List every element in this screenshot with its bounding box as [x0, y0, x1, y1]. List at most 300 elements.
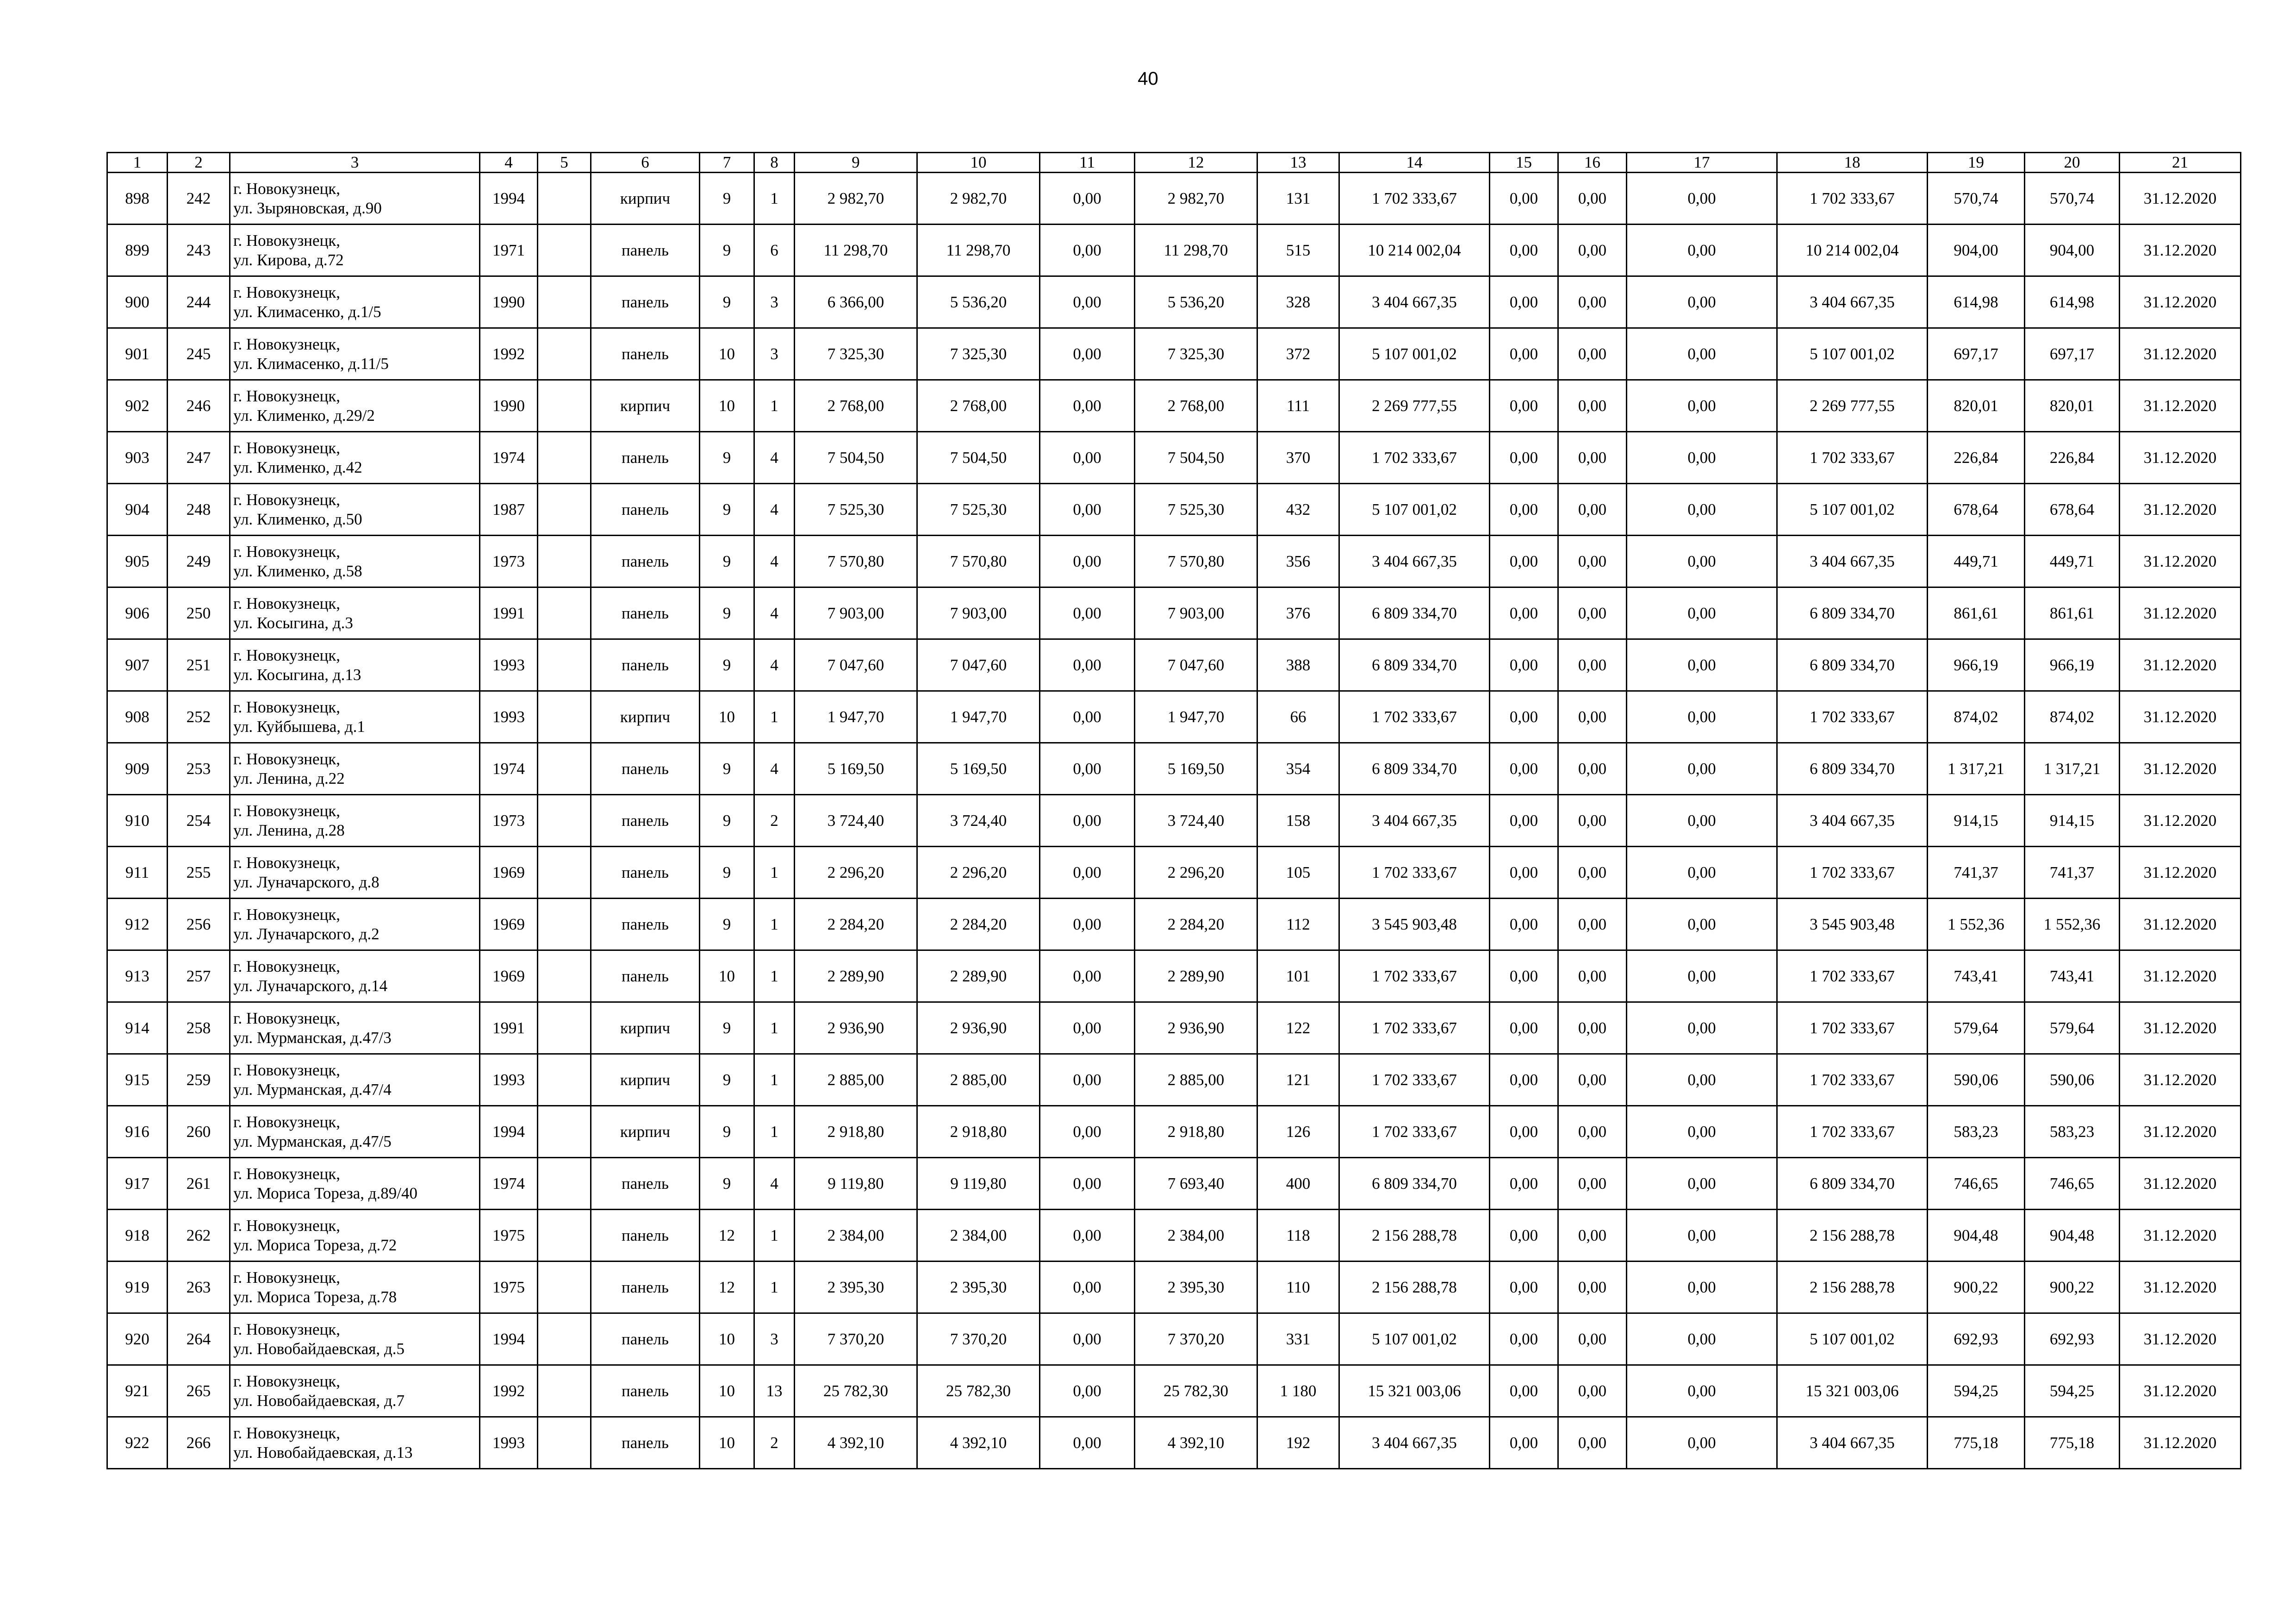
column-header-6: 6: [591, 153, 700, 173]
cell-col-18: 1 702 333,67: [1777, 1002, 1928, 1054]
cell-col-16: 0,00: [1558, 1210, 1627, 1262]
cell-col-21: 31.12.2020: [2120, 380, 2241, 432]
cell-col-6: панель: [591, 328, 700, 380]
column-header-21: 21: [2120, 153, 2241, 173]
cell-col-7: 9: [700, 639, 754, 691]
cell-col-16: 0,00: [1558, 484, 1627, 536]
cell-col-8: 1: [754, 1002, 795, 1054]
cell-col-18: 2 269 777,55: [1777, 380, 1928, 432]
cell-col-4: 1969: [480, 950, 538, 1002]
address-street: ул. Ленина, д.22: [233, 769, 345, 787]
table-row: [107, 536, 2241, 587]
cell-col-13: 432: [1257, 484, 1339, 536]
cell-col-4: 1974: [480, 432, 538, 484]
cell-col-16: 0,00: [1558, 1417, 1627, 1469]
cell-col-19: 741,37: [1928, 847, 2025, 899]
cell-col-7: 9: [700, 1002, 754, 1054]
cell-col-13: 118: [1257, 1210, 1339, 1262]
cell-col-1: 898: [107, 173, 168, 225]
cell-col-4: 1994: [480, 173, 538, 225]
cell-col-8: 4: [754, 432, 795, 484]
address-cell: [230, 328, 480, 380]
cell-col-6: панель: [591, 639, 700, 691]
cell-col-4: 1969: [480, 847, 538, 899]
address-city: г. Новокузнецк,: [233, 1164, 341, 1183]
table-row: [107, 1054, 2241, 1106]
cell-col-14: 1 702 333,67: [1339, 950, 1490, 1002]
cell-col-21: 31.12.2020: [2120, 432, 2241, 484]
cell-col-5: [538, 380, 591, 432]
cell-col-21: 31.12.2020: [2120, 484, 2241, 536]
cell-col-9: 2 885,00: [795, 1054, 917, 1106]
cell-col-11: 0,00: [1040, 484, 1135, 536]
cell-col-18: 2 156 288,78: [1777, 1262, 1928, 1313]
cell-col-16: 0,00: [1558, 691, 1627, 743]
cell-col-19: 678,64: [1928, 484, 2025, 536]
cell-col-17: 0,00: [1627, 484, 1777, 536]
cell-col-10: 2 395,30: [917, 1262, 1040, 1313]
cell-col-10: 1 947,70: [917, 691, 1040, 743]
cell-col-13: 111: [1257, 380, 1339, 432]
cell-col-8: 4: [754, 639, 795, 691]
cell-col-19: 874,02: [1928, 691, 2025, 743]
cell-col-10: 7 370,20: [917, 1313, 1040, 1365]
cell-col-20: 914,15: [2025, 795, 2120, 847]
cell-col-2: 259: [168, 1054, 230, 1106]
cell-col-10: 4 392,10: [917, 1417, 1040, 1469]
address-cell: [230, 1313, 480, 1365]
cell-col-4: 1990: [480, 380, 538, 432]
cell-col-19: 904,00: [1928, 225, 2025, 276]
cell-col-18: 1 702 333,67: [1777, 173, 1928, 225]
column-header-1: 1: [107, 153, 168, 173]
cell-col-15: 0,00: [1490, 1106, 1558, 1158]
cell-col-14: 5 107 001,02: [1339, 484, 1490, 536]
cell-col-18: 6 809 334,70: [1777, 587, 1928, 639]
cell-col-19: 697,17: [1928, 328, 2025, 380]
address-city: г. Новокузнецк,: [233, 957, 341, 975]
cell-col-1: 919: [107, 1262, 168, 1313]
cell-col-19: 226,84: [1928, 432, 2025, 484]
cell-col-12: 7 370,20: [1135, 1313, 1257, 1365]
cell-col-10: 5 536,20: [917, 276, 1040, 328]
cell-col-5: [538, 950, 591, 1002]
cell-col-13: 131: [1257, 173, 1339, 225]
cell-col-1: 915: [107, 1054, 168, 1106]
cell-col-1: 918: [107, 1210, 168, 1262]
cell-col-18: 10 214 002,04: [1777, 225, 1928, 276]
cell-col-21: 31.12.2020: [2120, 847, 2241, 899]
address-cell: [230, 950, 480, 1002]
table-row: [107, 587, 2241, 639]
cell-col-21: 31.12.2020: [2120, 1417, 2241, 1469]
cell-col-13: 112: [1257, 899, 1339, 950]
cell-col-12: 7 903,00: [1135, 587, 1257, 639]
cell-col-13: 331: [1257, 1313, 1339, 1365]
cell-col-17: 0,00: [1627, 639, 1777, 691]
cell-col-6: панель: [591, 1262, 700, 1313]
cell-col-6: панель: [591, 536, 700, 587]
cell-col-7: 12: [700, 1210, 754, 1262]
cell-col-14: 3 404 667,35: [1339, 276, 1490, 328]
table-row: [107, 639, 2241, 691]
cell-col-6: панель: [591, 1210, 700, 1262]
cell-col-18: 1 702 333,67: [1777, 691, 1928, 743]
cell-col-5: [538, 639, 591, 691]
address-cell: [230, 1262, 480, 1313]
cell-col-4: 1993: [480, 1417, 538, 1469]
cell-col-11: 0,00: [1040, 328, 1135, 380]
cell-col-1: 908: [107, 691, 168, 743]
cell-col-13: 400: [1257, 1158, 1339, 1210]
cell-col-5: [538, 587, 591, 639]
cell-col-19: 861,61: [1928, 587, 2025, 639]
cell-col-12: 7 504,50: [1135, 432, 1257, 484]
cell-col-6: кирпич: [591, 380, 700, 432]
cell-col-10: 2 885,00: [917, 1054, 1040, 1106]
cell-col-15: 0,00: [1490, 380, 1558, 432]
column-number-row: [107, 153, 2241, 173]
cell-col-16: 0,00: [1558, 847, 1627, 899]
cell-col-11: 0,00: [1040, 225, 1135, 276]
cell-col-2: 246: [168, 380, 230, 432]
cell-col-12: 5 536,20: [1135, 276, 1257, 328]
cell-col-21: 31.12.2020: [2120, 1365, 2241, 1417]
cell-col-5: [538, 536, 591, 587]
address-city: г. Новокузнецк,: [233, 905, 341, 924]
table-row: [107, 328, 2241, 380]
address-cell: [230, 1002, 480, 1054]
cell-col-21: 31.12.2020: [2120, 899, 2241, 950]
cell-col-2: 265: [168, 1365, 230, 1417]
cell-col-14: 1 702 333,67: [1339, 1054, 1490, 1106]
address-city: г. Новокузнецк,: [233, 231, 341, 250]
cell-col-17: 0,00: [1627, 173, 1777, 225]
cell-col-2: 262: [168, 1210, 230, 1262]
cell-col-13: 121: [1257, 1054, 1339, 1106]
cell-col-6: панель: [591, 1365, 700, 1417]
cell-col-7: 10: [700, 1313, 754, 1365]
cell-col-9: 3 724,40: [795, 795, 917, 847]
cell-col-18: 3 545 903,48: [1777, 899, 1928, 950]
cell-col-5: [538, 1106, 591, 1158]
cell-col-5: [538, 225, 591, 276]
cell-col-12: 7 525,30: [1135, 484, 1257, 536]
cell-col-11: 0,00: [1040, 1313, 1135, 1365]
cell-col-18: 5 107 001,02: [1777, 1313, 1928, 1365]
cell-col-14: 1 702 333,67: [1339, 847, 1490, 899]
table-row: [107, 847, 2241, 899]
cell-col-6: панель: [591, 276, 700, 328]
cell-col-12: 7 693,40: [1135, 1158, 1257, 1210]
cell-col-7: 10: [700, 691, 754, 743]
cell-col-14: 2 269 777,55: [1339, 380, 1490, 432]
column-header-2: 2: [168, 153, 230, 173]
cell-col-5: [538, 795, 591, 847]
address-city: г. Новокузнецк,: [233, 490, 341, 509]
cell-col-4: 1991: [480, 1002, 538, 1054]
table-row: [107, 173, 2241, 225]
cell-col-11: 0,00: [1040, 795, 1135, 847]
cell-col-4: 1975: [480, 1210, 538, 1262]
cell-col-15: 0,00: [1490, 795, 1558, 847]
cell-col-11: 0,00: [1040, 691, 1135, 743]
cell-col-21: 31.12.2020: [2120, 587, 2241, 639]
column-header-18: 18: [1777, 153, 1928, 173]
cell-col-11: 0,00: [1040, 587, 1135, 639]
cell-col-15: 0,00: [1490, 587, 1558, 639]
column-header-7: 7: [700, 153, 754, 173]
cell-col-2: 244: [168, 276, 230, 328]
address-cell: [230, 276, 480, 328]
address-street: ул. Косыгина, д.3: [233, 613, 353, 632]
cell-col-11: 0,00: [1040, 847, 1135, 899]
cell-col-7: 9: [700, 173, 754, 225]
address-cell: [230, 536, 480, 587]
column-header-19: 19: [1928, 153, 2025, 173]
address-cell: [230, 795, 480, 847]
cell-col-6: панель: [591, 1158, 700, 1210]
cell-col-16: 0,00: [1558, 1158, 1627, 1210]
cell-col-6: панель: [591, 1417, 700, 1469]
cell-col-11: 0,00: [1040, 536, 1135, 587]
cell-col-9: 7 570,80: [795, 536, 917, 587]
cell-col-1: 911: [107, 847, 168, 899]
cell-col-12: 7 570,80: [1135, 536, 1257, 587]
cell-col-14: 1 702 333,67: [1339, 691, 1490, 743]
cell-col-21: 31.12.2020: [2120, 536, 2241, 587]
cell-col-20: 583,23: [2025, 1106, 2120, 1158]
cell-col-11: 0,00: [1040, 899, 1135, 950]
cell-col-6: кирпич: [591, 1002, 700, 1054]
cell-col-17: 0,00: [1627, 328, 1777, 380]
cell-col-18: 5 107 001,02: [1777, 328, 1928, 380]
column-header-11: 11: [1040, 153, 1135, 173]
cell-col-15: 0,00: [1490, 1365, 1558, 1417]
cell-col-16: 0,00: [1558, 587, 1627, 639]
cell-col-1: 906: [107, 587, 168, 639]
cell-col-6: панель: [591, 225, 700, 276]
address-cell: [230, 1365, 480, 1417]
cell-col-9: 2 289,90: [795, 950, 917, 1002]
cell-col-10: 7 504,50: [917, 432, 1040, 484]
cell-col-9: 25 782,30: [795, 1365, 917, 1417]
address-city: г. Новокузнецк,: [233, 387, 341, 405]
cell-col-20: 1 317,21: [2025, 743, 2120, 795]
table-row: [107, 1313, 2241, 1365]
table-row: [107, 276, 2241, 328]
cell-col-4: 1993: [480, 639, 538, 691]
cell-col-19: 775,18: [1928, 1417, 2025, 1469]
cell-col-20: 614,98: [2025, 276, 2120, 328]
address-street: ул. Луначарского, д.2: [233, 924, 380, 943]
cell-col-14: 15 321 003,06: [1339, 1365, 1490, 1417]
cell-col-18: 5 107 001,02: [1777, 484, 1928, 536]
cell-col-9: 2 982,70: [795, 173, 917, 225]
cell-col-1: 904: [107, 484, 168, 536]
cell-col-13: 66: [1257, 691, 1339, 743]
cell-col-9: 7 325,30: [795, 328, 917, 380]
address-city: г. Новокузнецк,: [233, 1268, 341, 1287]
cell-col-14: 2 156 288,78: [1339, 1262, 1490, 1313]
cell-col-9: 2 768,00: [795, 380, 917, 432]
address-street: ул. Мориса Тореза, д.78: [233, 1287, 397, 1306]
cell-col-6: панель: [591, 950, 700, 1002]
cell-col-2: 251: [168, 639, 230, 691]
cell-col-5: [538, 1417, 591, 1469]
table-row: [107, 484, 2241, 536]
cell-col-7: 9: [700, 1054, 754, 1106]
cell-col-17: 0,00: [1627, 847, 1777, 899]
cell-col-5: [538, 1210, 591, 1262]
cell-col-12: 11 298,70: [1135, 225, 1257, 276]
cell-col-1: 917: [107, 1158, 168, 1210]
cell-col-15: 0,00: [1490, 1054, 1558, 1106]
address-street: ул. Косыгина, д.13: [233, 665, 361, 684]
cell-col-20: 874,02: [2025, 691, 2120, 743]
cell-col-9: 2 284,20: [795, 899, 917, 950]
cell-col-7: 9: [700, 743, 754, 795]
cell-col-7: 9: [700, 536, 754, 587]
cell-col-18: 6 809 334,70: [1777, 639, 1928, 691]
cell-col-2: 242: [168, 173, 230, 225]
cell-col-6: кирпич: [591, 173, 700, 225]
cell-col-7: 9: [700, 795, 754, 847]
cell-col-7: 9: [700, 899, 754, 950]
cell-col-1: 899: [107, 225, 168, 276]
address-street: ул. Мурманская, д.47/5: [233, 1132, 392, 1150]
table-row: [107, 1002, 2241, 1054]
cell-col-5: [538, 484, 591, 536]
cell-col-6: кирпич: [591, 691, 700, 743]
cell-col-10: 2 289,90: [917, 950, 1040, 1002]
cell-col-7: 10: [700, 1417, 754, 1469]
cell-col-10: 7 047,60: [917, 639, 1040, 691]
cell-col-11: 0,00: [1040, 1417, 1135, 1469]
cell-col-8: 2: [754, 795, 795, 847]
address-city: г. Новокузнецк,: [233, 750, 341, 768]
cell-col-2: 264: [168, 1313, 230, 1365]
buildings-table: [106, 152, 2241, 1469]
cell-col-1: 903: [107, 432, 168, 484]
cell-col-6: панель: [591, 484, 700, 536]
cell-col-20: 226,84: [2025, 432, 2120, 484]
cell-col-6: кирпич: [591, 1106, 700, 1158]
cell-col-5: [538, 1002, 591, 1054]
cell-col-2: 255: [168, 847, 230, 899]
cell-col-16: 0,00: [1558, 899, 1627, 950]
cell-col-5: [538, 1054, 591, 1106]
cell-col-16: 0,00: [1558, 380, 1627, 432]
cell-col-4: 1973: [480, 536, 538, 587]
column-header-15: 15: [1490, 153, 1558, 173]
cell-col-14: 6 809 334,70: [1339, 1158, 1490, 1210]
address-street: ул. Кирова, д.72: [233, 250, 344, 269]
cell-col-2: 253: [168, 743, 230, 795]
cell-col-15: 0,00: [1490, 484, 1558, 536]
cell-col-20: 579,64: [2025, 1002, 2120, 1054]
cell-col-1: 905: [107, 536, 168, 587]
cell-col-4: 1987: [480, 484, 538, 536]
cell-col-13: 372: [1257, 328, 1339, 380]
cell-col-18: 2 156 288,78: [1777, 1210, 1928, 1262]
cell-col-2: 257: [168, 950, 230, 1002]
table-row: [107, 743, 2241, 795]
cell-col-6: панель: [591, 847, 700, 899]
cell-col-14: 10 214 002,04: [1339, 225, 1490, 276]
cell-col-11: 0,00: [1040, 1106, 1135, 1158]
address-street: ул. Клименко, д.50: [233, 510, 362, 528]
cell-col-8: 1: [754, 1054, 795, 1106]
cell-col-21: 31.12.2020: [2120, 743, 2241, 795]
table-row: [107, 432, 2241, 484]
cell-col-20: 743,41: [2025, 950, 2120, 1002]
table-row: [107, 1417, 2241, 1469]
cell-col-12: 7 325,30: [1135, 328, 1257, 380]
cell-col-20: 966,19: [2025, 639, 2120, 691]
cell-col-21: 31.12.2020: [2120, 639, 2241, 691]
cell-col-15: 0,00: [1490, 276, 1558, 328]
column-header-20: 20: [2025, 153, 2120, 173]
table-row: [107, 380, 2241, 432]
cell-col-4: 1974: [480, 743, 538, 795]
address-street: ул. Новобайдаевская, д.7: [233, 1391, 404, 1410]
cell-col-17: 0,00: [1627, 1002, 1777, 1054]
cell-col-17: 0,00: [1627, 1313, 1777, 1365]
cell-col-4: 1973: [480, 795, 538, 847]
cell-col-21: 31.12.2020: [2120, 173, 2241, 225]
address-city: г. Новокузнецк,: [233, 594, 341, 612]
table-row: [107, 1262, 2241, 1313]
address-street: ул. Ленина, д.28: [233, 821, 345, 839]
cell-col-20: 900,22: [2025, 1262, 2120, 1313]
cell-col-17: 0,00: [1627, 1417, 1777, 1469]
cell-col-1: 909: [107, 743, 168, 795]
cell-col-15: 0,00: [1490, 1210, 1558, 1262]
cell-col-16: 0,00: [1558, 795, 1627, 847]
cell-col-19: 743,41: [1928, 950, 2025, 1002]
cell-col-12: 4 392,10: [1135, 1417, 1257, 1469]
cell-col-10: 5 169,50: [917, 743, 1040, 795]
cell-col-18: 1 702 333,67: [1777, 1054, 1928, 1106]
address-street: ул. Климасенко, д.11/5: [233, 354, 389, 373]
address-city: г. Новокузнецк,: [233, 1112, 341, 1131]
cell-col-4: 1993: [480, 691, 538, 743]
address-city: г. Новокузнецк,: [233, 438, 341, 457]
cell-col-2: 248: [168, 484, 230, 536]
cell-col-8: 3: [754, 276, 795, 328]
cell-col-15: 0,00: [1490, 328, 1558, 380]
cell-col-5: [538, 1313, 591, 1365]
cell-col-19: 692,93: [1928, 1313, 2025, 1365]
table-row: [107, 1158, 2241, 1210]
cell-col-5: [538, 743, 591, 795]
cell-col-14: 6 809 334,70: [1339, 587, 1490, 639]
cell-col-16: 0,00: [1558, 1106, 1627, 1158]
cell-col-11: 0,00: [1040, 1002, 1135, 1054]
column-header-5: 5: [538, 153, 591, 173]
cell-col-21: 31.12.2020: [2120, 276, 2241, 328]
cell-col-18: 1 702 333,67: [1777, 1106, 1928, 1158]
cell-col-20: 570,74: [2025, 173, 2120, 225]
cell-col-18: 1 702 333,67: [1777, 950, 1928, 1002]
cell-col-12: 2 289,90: [1135, 950, 1257, 1002]
cell-col-20: 697,17: [2025, 328, 2120, 380]
cell-col-1: 902: [107, 380, 168, 432]
address-cell: [230, 1210, 480, 1262]
cell-col-6: панель: [591, 743, 700, 795]
cell-col-19: 1 317,21: [1928, 743, 2025, 795]
